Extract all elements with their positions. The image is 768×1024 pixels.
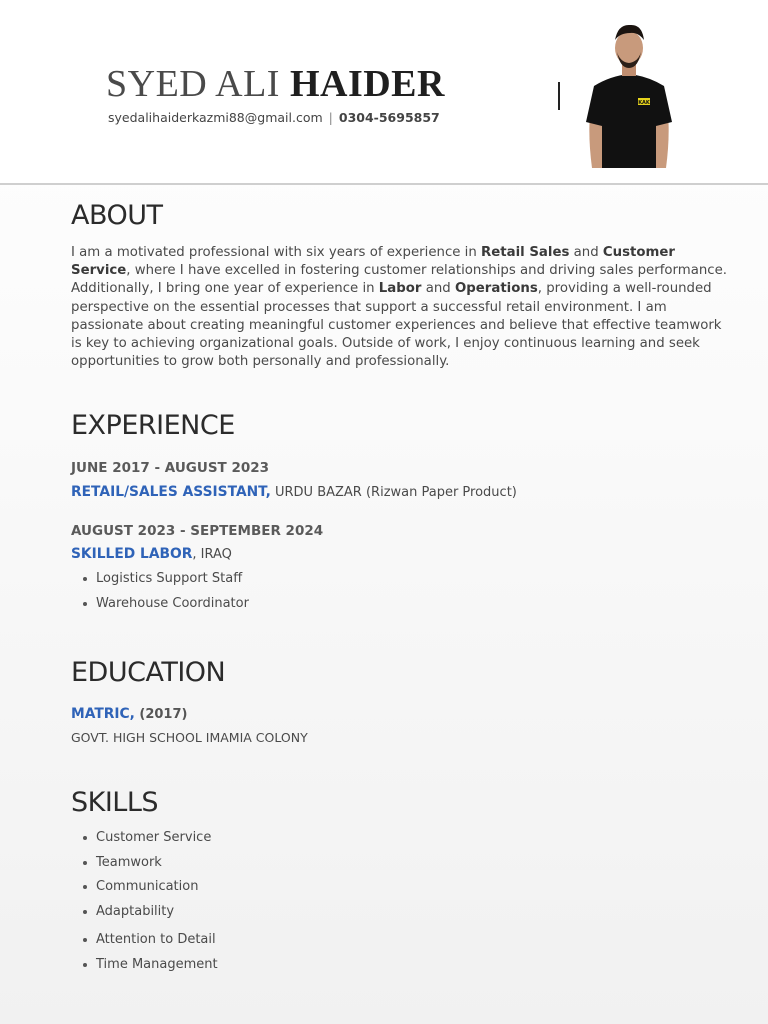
list-item: Time Management: [80, 953, 218, 978]
degree-name: MATRIC,: [71, 706, 135, 722]
about-paragraph: [71, 244, 731, 371]
phone-text: 0304-5695857: [338, 110, 440, 125]
about-text-2: and: [569, 245, 603, 260]
list-item: Teamwork: [80, 851, 218, 876]
header-divider: [0, 183, 768, 185]
job-title-line: [71, 484, 517, 500]
list-item: Logistics Support Staff: [80, 567, 249, 592]
education-heading: EDUCATION: [71, 657, 226, 688]
job-place: URDU BAZAR (Rizwan Paper Product): [270, 485, 517, 500]
about-text-3: , where I have excelled in fostering customer relationships and driving sales performance. Additionally, I bring one year of experience in: [71, 263, 727, 297]
candidate-name: [106, 62, 445, 106]
about-text-4: and: [421, 281, 455, 297]
about-bold-operations: Operations: [454, 281, 538, 297]
decorative-tick: [558, 82, 560, 110]
experience-heading: EXPERIENCE: [71, 410, 235, 441]
job-title-line: [71, 546, 232, 562]
list-item: Customer Service: [80, 826, 218, 851]
skills-heading: SKILLS: [71, 787, 159, 818]
profile-photo: [580, 18, 678, 174]
about-bold-retail-sales: Retail Sales: [481, 245, 570, 260]
email-text: syedalihaiderkazmi88@gmail.com: [108, 110, 323, 125]
shirt-logo-text: KAK: [638, 100, 650, 106]
degree-year: (2017): [134, 707, 188, 722]
job-duties-list: [80, 567, 249, 616]
about-bold-customer-service: Customer Service: [71, 245, 675, 279]
resume-header: [0, 0, 768, 184]
job-role: SKILLED LABOR: [71, 546, 193, 562]
skills-list: [80, 826, 218, 977]
name-first: SYED ALI: [106, 63, 280, 105]
school-name: GOVT. HIGH SCHOOL IMAMIA COLONY: [71, 730, 308, 745]
list-item: Attention to Detail: [80, 928, 218, 953]
job-dates: AUGUST 2023 - SEPTEMBER 2024: [71, 523, 324, 539]
list-item: Warehouse Coordinator: [80, 592, 249, 617]
about-text-1: I am a motivated professional with six years of experience in: [71, 245, 482, 260]
contact-separator: |: [328, 110, 333, 125]
name-last: HAIDER: [289, 63, 445, 105]
job-place: , IRAQ: [192, 547, 232, 562]
about-bold-labor: Labor: [378, 281, 422, 297]
list-item: Communication: [80, 875, 218, 900]
about-text-5: , providing a well-rounded perspective on the essential processes that support a successful retail environment. I am passionate about creating meaningful customer experiences and believe that effective teamwork is key to achieving organizational goals. Outside of work, I enjoy continuous learning and seek opportunities to grow both personally and professionally.: [71, 281, 722, 370]
contact-line: [108, 110, 440, 125]
about-heading: ABOUT: [71, 200, 163, 231]
list-item: Adaptability: [80, 900, 218, 925]
job-role: RETAIL/SALES ASSISTANT,: [71, 484, 271, 500]
degree-line: [71, 706, 187, 722]
job-dates: JUNE 2017 - AUGUST 2023: [71, 460, 270, 476]
